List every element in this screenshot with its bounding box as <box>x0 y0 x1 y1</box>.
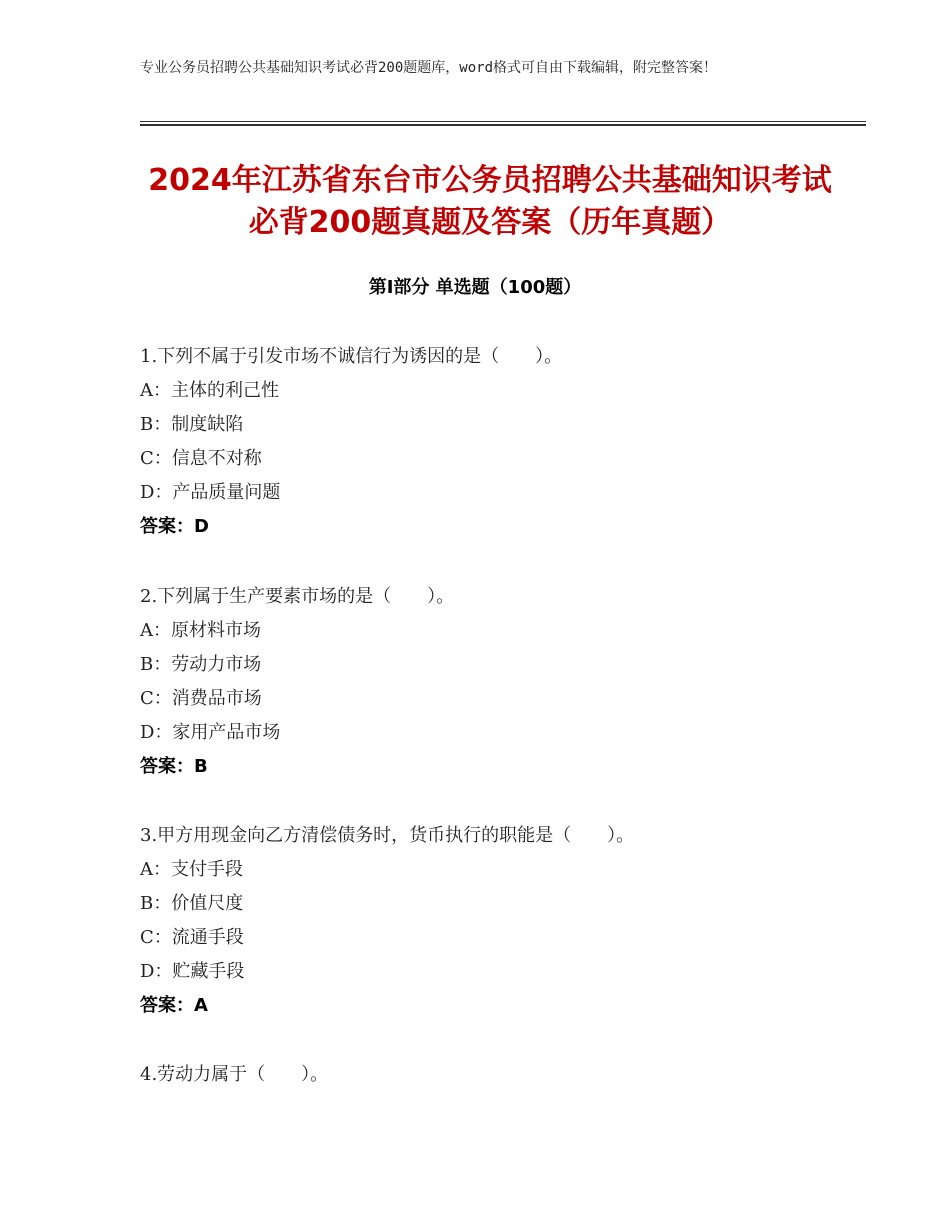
header-rule-thick <box>140 124 866 126</box>
question-stem: 1.下列不属于引发市场不诚信行为诱因的是（ ）。 <box>140 346 563 367</box>
answer: 答案：A <box>140 995 208 1016</box>
option-b: B：劳动力市场 <box>140 654 262 675</box>
option-c: C：流通手段 <box>140 927 244 948</box>
header-note: 专业公务员招聘公共基础知识考试必背200题题库，word格式可自由下载编辑，附完整答案！ <box>140 60 717 76</box>
document-title: 2024年江苏省东台市公务员招聘公共基础知识考试必背200题真题及答案（历年真题） <box>148 163 832 240</box>
answer: 答案：D <box>140 516 209 537</box>
option-b: B：制度缺陷 <box>140 414 244 435</box>
option-d: D：产品质量问题 <box>140 482 281 503</box>
option-d: D：贮藏手段 <box>140 961 245 982</box>
option-c: C：信息不对称 <box>140 448 262 469</box>
question-1 <box>140 340 840 544</box>
question-stem: 4.劳动力属于（ ）。 <box>140 1064 329 1085</box>
question-4 <box>140 1058 840 1092</box>
option-a: A：原材料市场 <box>140 620 261 641</box>
option-d: D：家用产品市场 <box>140 722 281 743</box>
option-c: C：消费品市场 <box>140 688 262 709</box>
answer: 答案：B <box>140 756 208 777</box>
option-b: B：价值尺度 <box>140 893 244 914</box>
question-stem: 2.下列属于生产要素市场的是（ ）。 <box>140 586 455 607</box>
option-a: A：支付手段 <box>140 859 243 880</box>
question-stem: 3.甲方用现金向乙方清偿债务时，货币执行的职能是（ ）。 <box>140 825 635 846</box>
header-rule-thin <box>140 121 866 122</box>
section-heading: 第Ⅰ部分 单选题（100题） <box>368 277 582 298</box>
option-a: A：主体的利己性 <box>140 380 279 401</box>
question-2 <box>140 580 840 784</box>
question-3 <box>140 819 840 1023</box>
